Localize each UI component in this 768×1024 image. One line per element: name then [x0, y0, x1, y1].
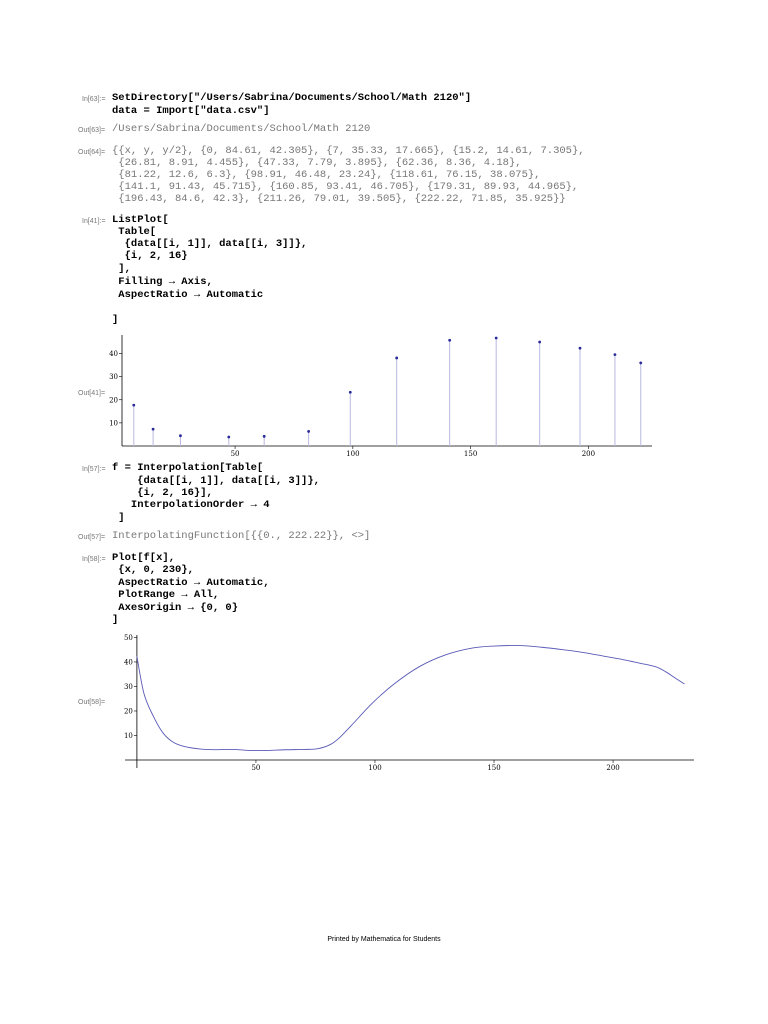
data-point — [448, 339, 451, 342]
data-point — [579, 347, 582, 350]
y-tick-label: 30 — [109, 373, 118, 382]
in57-line-3[interactable]: {i, 2, 16}], — [112, 487, 213, 499]
in58-line-2[interactable]: {x, 0, 230}, — [112, 564, 194, 576]
in41-close-bracket[interactable]: ] — [112, 314, 119, 326]
x-tick-label: 100 — [346, 450, 360, 458]
out64-line-1: {{x, y, y/2}, {0, 84.61, 42.305}, {7, 35.33, 17.665}, {15.2, 14.61, 7.305}, — [112, 145, 585, 157]
out64-line-3: {81.22, 12.6, 6.3}, {98.91, 46.48, 23.24}, {118.61, 76.15, 38.075}, — [112, 169, 541, 181]
in63-line-2[interactable]: data = Import["data.csv"] — [112, 105, 270, 117]
y-tick-label: 20 — [123, 707, 133, 716]
in57-line-4[interactable]: InterpolationOrder → 4 — [112, 499, 270, 511]
out64-line-2: {26.81, 8.91, 4.455}, {47.33, 7.79, 3.895}, {62.36, 8.36, 4.18}, — [112, 157, 522, 169]
in41-line-1[interactable]: ListPlot[ — [112, 214, 169, 226]
in41-line-6[interactable]: Filling → Axis, — [112, 276, 213, 288]
in58-line-1[interactable]: Plot[f[x], — [112, 552, 176, 564]
listplot-chart — [109, 332, 657, 458]
data-point — [639, 362, 642, 365]
in41-line-3[interactable]: {data[[i, 1]], data[[i, 3]]}, — [112, 238, 308, 250]
y-tick-label: 40 — [109, 350, 118, 358]
in57-line-5[interactable]: ] — [112, 512, 125, 524]
in41-line-5[interactable]: ], — [112, 263, 131, 275]
data-point — [132, 404, 135, 407]
in63-label: In[63]:= — [82, 96, 106, 103]
data-point — [152, 428, 155, 431]
y-tick-label: 30 — [123, 682, 133, 691]
data-point — [263, 435, 266, 438]
out64-label: Out[64]= — [78, 149, 106, 156]
in58-line-4[interactable]: PlotRange → All, — [112, 589, 220, 601]
data-point — [614, 353, 617, 356]
y-tick-label: 40 — [123, 658, 133, 667]
in41-line-7[interactable]: AspectRatio → Automatic — [112, 289, 264, 301]
in57-line-2[interactable]: {data[[i, 1]], data[[i, 3]]}, — [112, 475, 320, 487]
y-tick-label: 20 — [109, 396, 118, 405]
x-tick-label: 100 — [368, 764, 382, 772]
in41-label: In[41]:= — [82, 218, 106, 225]
in58-line-5[interactable]: AxesOrigin → {0, 0} — [112, 602, 239, 614]
x-tick-label: 200 — [606, 764, 620, 772]
interpolation-plot — [112, 630, 702, 778]
y-tick-label: 10 — [109, 419, 118, 428]
data-point — [495, 337, 498, 340]
y-tick-label: 10 — [123, 731, 133, 740]
in57-line-1[interactable]: f = Interpolation[Table[ — [112, 462, 264, 474]
in58-line-3[interactable]: AspectRatio → Automatic, — [112, 577, 270, 589]
footer-text: Printed by Mathematica for Students — [327, 936, 441, 943]
in57-label: In[57]:= — [82, 466, 106, 473]
x-tick-label: 150 — [487, 764, 501, 772]
data-point — [349, 391, 352, 394]
data-point — [179, 434, 182, 437]
x-tick-label: 200 — [581, 450, 596, 458]
out58-label: Out[58]= — [78, 699, 106, 706]
series-line — [137, 645, 685, 750]
x-tick-label: 150 — [463, 450, 478, 458]
out57-text: InterpolatingFunction[{{0., 222.22}}, <>] — [112, 530, 371, 542]
in58-label: In[58]:= — [82, 556, 106, 563]
data-point — [538, 341, 541, 344]
data-point — [227, 436, 230, 439]
in41-line-2[interactable]: Table[ — [112, 226, 157, 238]
out64-line-4: {141.1, 91.43, 45.715}, {160.85, 93.41, 46.705}, {179.31, 89.93, 44.965}, — [112, 181, 579, 193]
out63-label: Out[63]= — [78, 127, 106, 134]
data-point — [395, 357, 398, 360]
in63-line-1[interactable]: SetDirectory["/Users/Sabrina/Documents/School/Math 2120"] — [112, 92, 472, 104]
x-tick-label: 50 — [251, 764, 261, 772]
y-tick-label: 50 — [123, 633, 133, 642]
out63-text: /Users/Sabrina/Documents/School/Math 2120 — [112, 123, 371, 135]
out57-label: Out[57]= — [78, 534, 106, 541]
out64-line-5: {196.43, 84.6, 42.3}, {211.26, 79.01, 39.505}, {222.22, 71.85, 35.925}} — [112, 193, 566, 205]
out41-label: Out[41]= — [78, 390, 106, 397]
in41-line-4[interactable]: {i, 2, 16} — [112, 250, 188, 262]
data-point — [307, 430, 310, 433]
x-tick-label: 50 — [230, 450, 240, 458]
in58-line-6[interactable]: ] — [112, 614, 119, 626]
